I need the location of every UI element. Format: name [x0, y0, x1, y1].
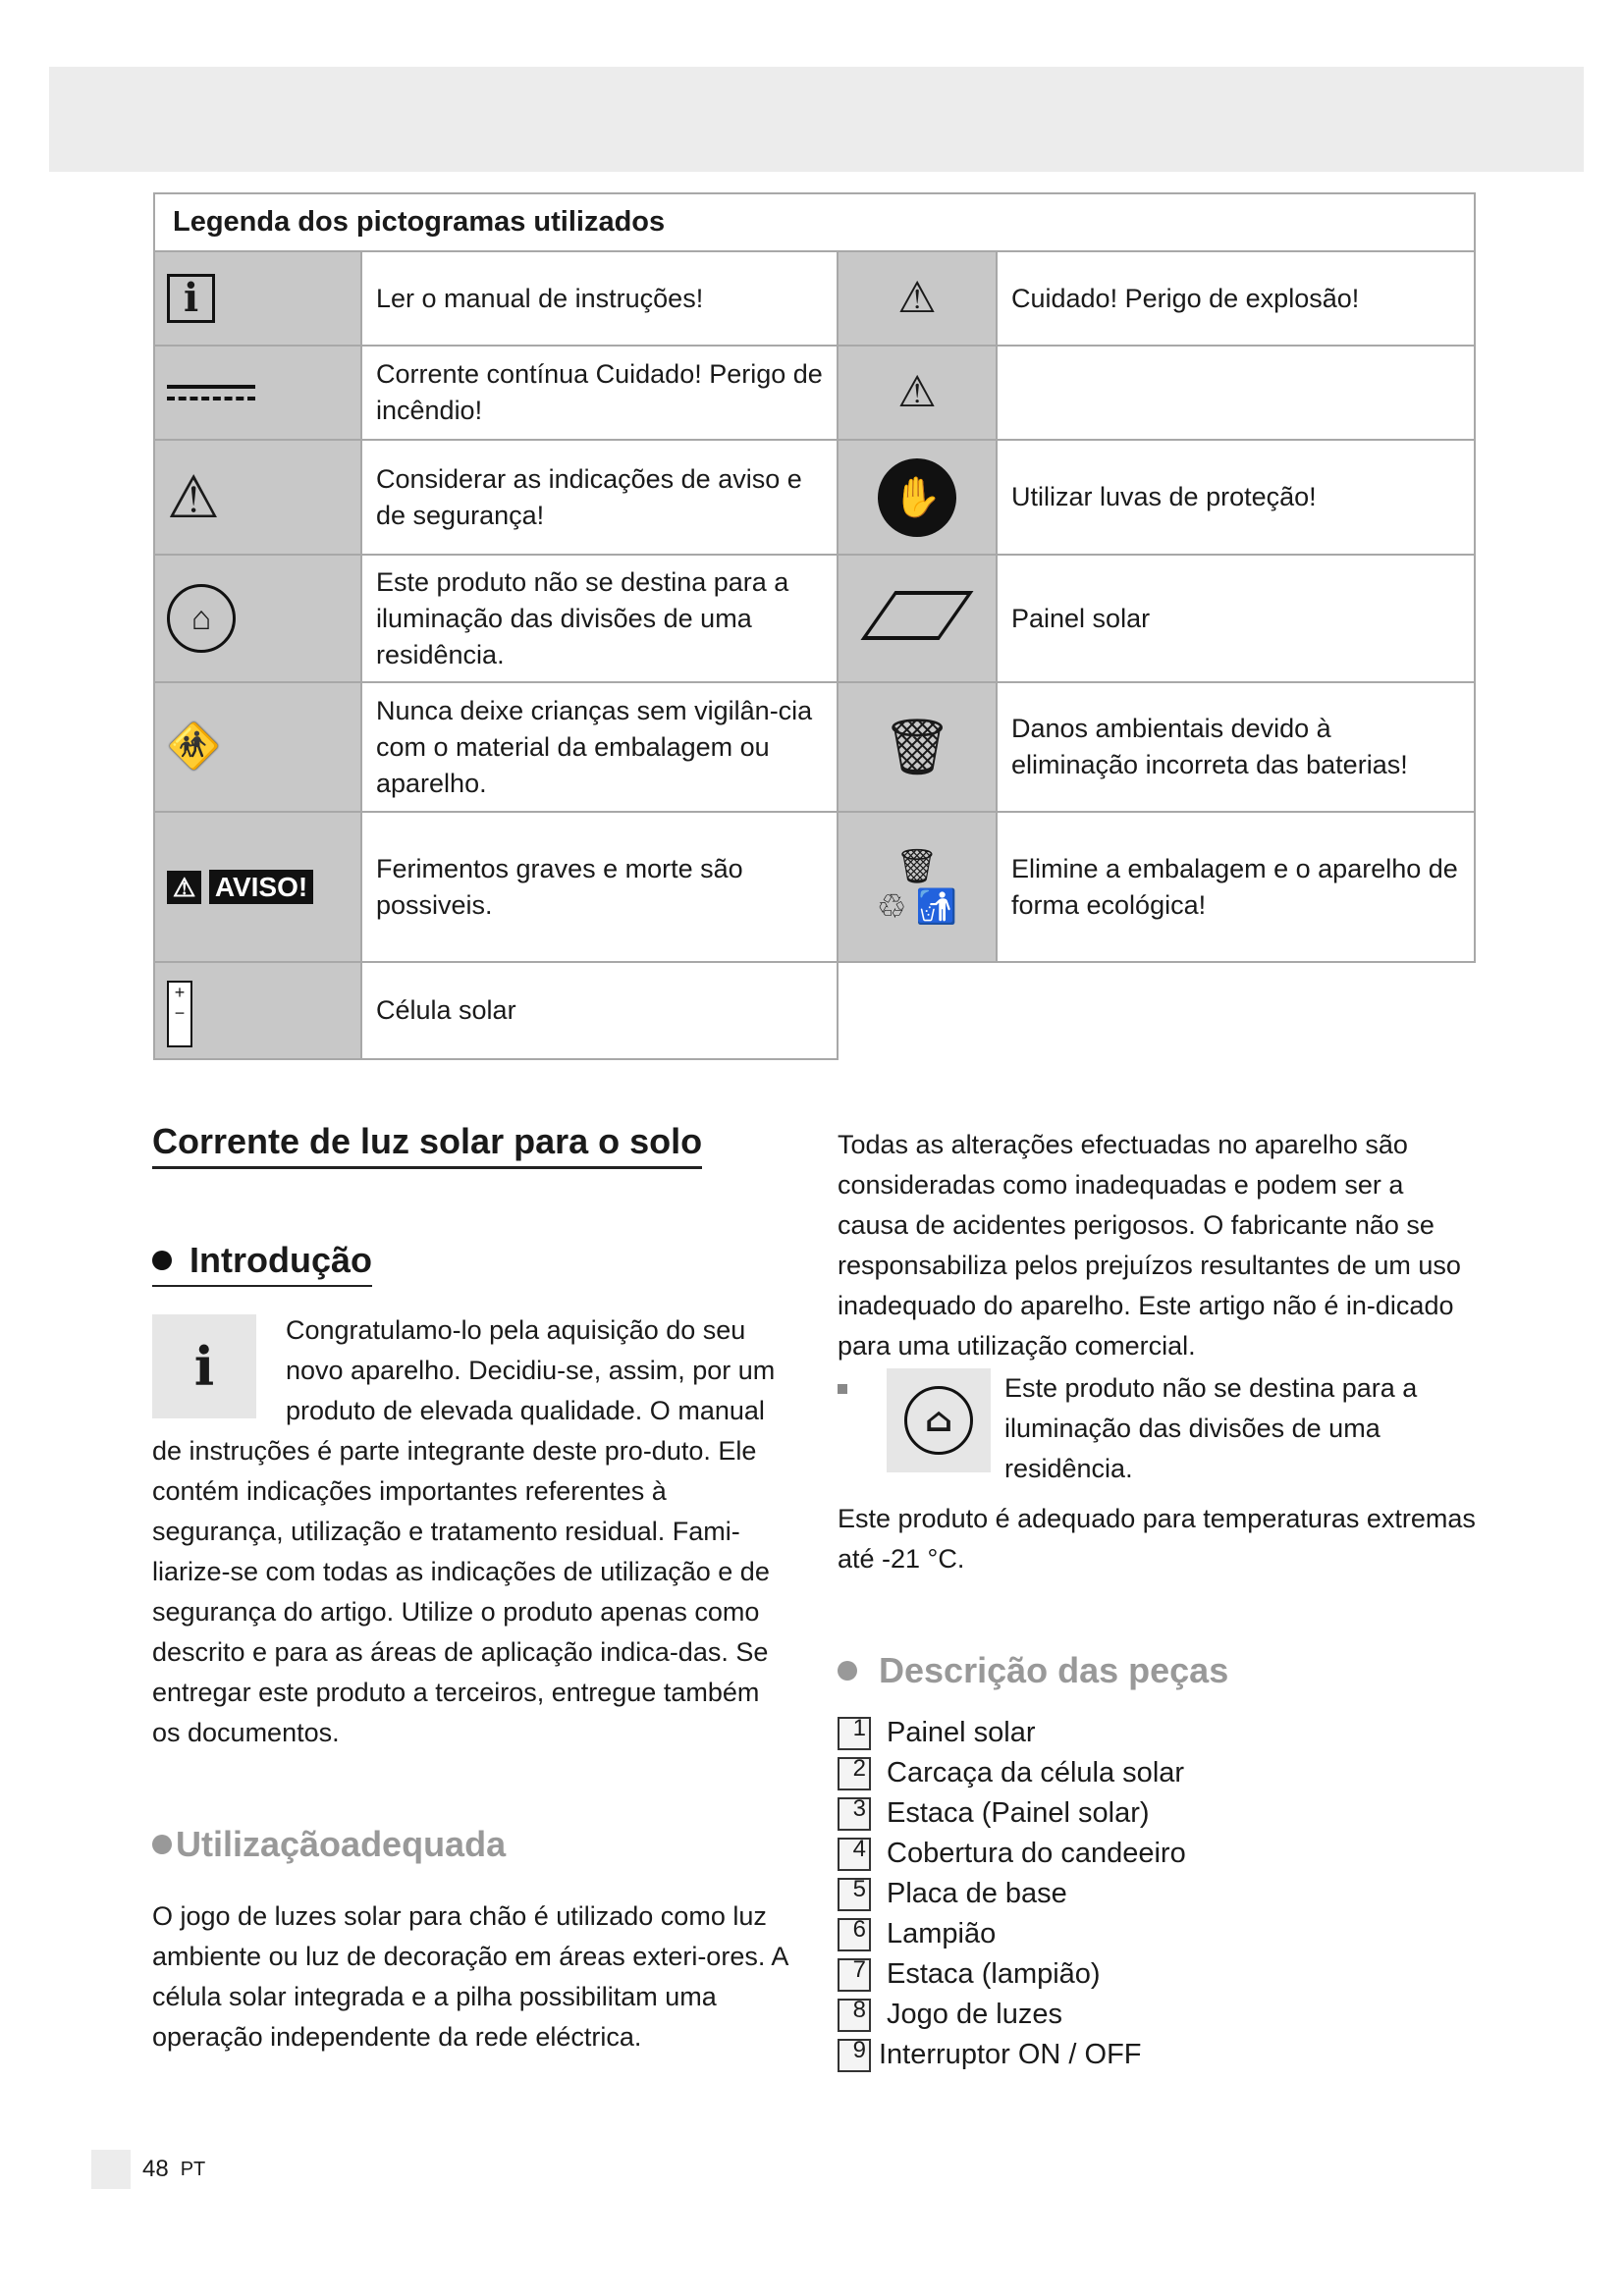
bullet-item	[838, 1368, 1481, 1489]
legend-text: Utilizar luvas de proteção!	[997, 440, 1475, 555]
bullet-dot-icon	[838, 1661, 857, 1681]
legend-title: Legenda dos pictogramas utilizados	[154, 193, 1475, 251]
no-indoor-lighting-icon: ⌂	[154, 555, 361, 682]
list-item: 8 Jogo de luzes	[838, 1995, 1481, 2035]
pictogram-legend-table	[153, 192, 1476, 1060]
page-footer	[91, 2150, 205, 2189]
legend-text: Corrente contínua Cuidado! Perigo de incêndio!	[361, 346, 838, 440]
solar-panel-icon	[838, 555, 997, 682]
no-indoor-lighting-icon: ⌂	[887, 1368, 991, 1472]
bullet-dot-icon	[152, 1835, 172, 1854]
list-item: 9 Interruptor ON / OFF	[838, 2035, 1481, 2075]
left-column	[152, 1119, 790, 2057]
intro-paragraph	[152, 1310, 790, 1753]
legend-text	[997, 346, 1475, 440]
crossed-bin-icon: 🗑	[838, 682, 997, 812]
right-text-1: Todas as alterações efectuadas no aparelho são consideradas como inadequadas e podem ser a causa de acidentes perigosos. O fabricante não se responsabiliza pelos prejuízos resultantes de um uso inadequado do aparelho. Este artigo não é in-dicado para uma utilização comercial.	[838, 1130, 1461, 1361]
list-item: 4 Cobertura do candeeiro	[838, 1834, 1481, 1874]
legend-text: Cuidado! Perigo de explosão!	[997, 251, 1475, 346]
page-title: Corrente de luz solar para o solo	[152, 1119, 702, 1169]
gloves-icon: ✋	[838, 440, 997, 555]
list-item: 6 Lampião	[838, 1914, 1481, 1954]
list-item: 1 Painel solar	[838, 1713, 1481, 1753]
legend-text: Célula solar	[361, 962, 838, 1059]
aviso-label: AVISO!	[209, 870, 313, 904]
intro-text-1: Congratulamo-lo pela aquisição do seu novo aparelho. Decidiu-se, assim, por um produto de elevada qualidade. O	[286, 1315, 776, 1425]
square-bullet-icon	[838, 1384, 847, 1394]
intro-heading-text: Introdução	[189, 1240, 372, 1280]
header-bar	[49, 67, 1584, 172]
explosion-warning-icon: ⚠	[838, 251, 997, 346]
legend-text: Ferimentos graves e morte são possiveis.	[361, 812, 838, 962]
legend-text: Ler o manual de instruções!	[361, 251, 838, 346]
right-text-2: Este produto é adequado para temperaturas extremas até -21 °C.	[838, 1504, 1476, 1574]
parts-list	[838, 1713, 1481, 2075]
legend-text: Nunca deixe crianças sem vigilân-cia com o material da embalagem ou aparelho.	[361, 682, 838, 812]
language-code: PT	[180, 2158, 206, 2180]
aviso-badge-icon: ⚠ AVISO!	[154, 812, 361, 962]
right-column	[838, 1125, 1481, 2075]
usage-heading	[152, 1822, 790, 1867]
page-number: 48	[142, 2156, 169, 2182]
bullet-text: Este produto não se destina para a iluminação das divisões de uma residência.	[1004, 1373, 1418, 1483]
usage-text: O jogo de luzes solar para chão é utilizado como luz ambiente ou luz de decoração em áreas exteri-ores. A célula solar integrada e a pilha possibilitam uma operação independente da rede eléctrica.	[152, 1901, 787, 2052]
legend-text: Painel solar	[997, 555, 1475, 682]
solar-cell-icon: + −	[154, 962, 361, 1059]
legend-text: Este produto não se destina para a iluminação das divisões de uma residência.	[361, 555, 838, 682]
book-info-icon: i	[154, 251, 361, 346]
list-item: 2 Carcaça da célula solar	[838, 1753, 1481, 1793]
legend-text: Danos ambientais devido à eliminação incorreta das baterias!	[997, 682, 1475, 812]
recycling-icon: 🗑 ♲ 🚮	[838, 812, 997, 962]
bullet-dot-icon	[152, 1251, 172, 1270]
warning-triangle-icon: ⚠	[154, 440, 361, 555]
direct-current-icon	[154, 346, 361, 440]
legend-text: Considerar as indicações de aviso e de segurança!	[361, 440, 838, 555]
parts-heading	[838, 1648, 1481, 1693]
list-item: 3 Estaca (Painel solar)	[838, 1793, 1481, 1834]
parts-heading-text: Descrição das peças	[879, 1650, 1229, 1690]
list-item: 5 Placa de base	[838, 1874, 1481, 1914]
list-item: 7 Estaca (lampião)	[838, 1954, 1481, 1995]
usage-heading-text: Utilizaçãoadequada	[176, 1824, 507, 1864]
intro-text-2: manual de instruções é parte integrante deste pro-duto. Ele contém indicações importantes referentes à segurança, utilização e tratamento residual. Fami-liarize-se com todas as indicações de utilização e de segurança do artigo. Utilize o produto apenas como descrito e para as áreas de aplicação indica-das. Se entregar este produto a terceiros, entregue também os documentos.	[152, 1396, 770, 1747]
book-info-icon: i	[152, 1314, 256, 1418]
legend-text: Elimine a embalagem e o aparelho de forma ecológica!	[997, 812, 1475, 962]
fire-warning-icon: ⚠	[838, 346, 997, 440]
child-warning-icon: 🚸	[154, 682, 361, 812]
footer-square	[91, 2150, 131, 2189]
intro-heading	[152, 1238, 372, 1287]
